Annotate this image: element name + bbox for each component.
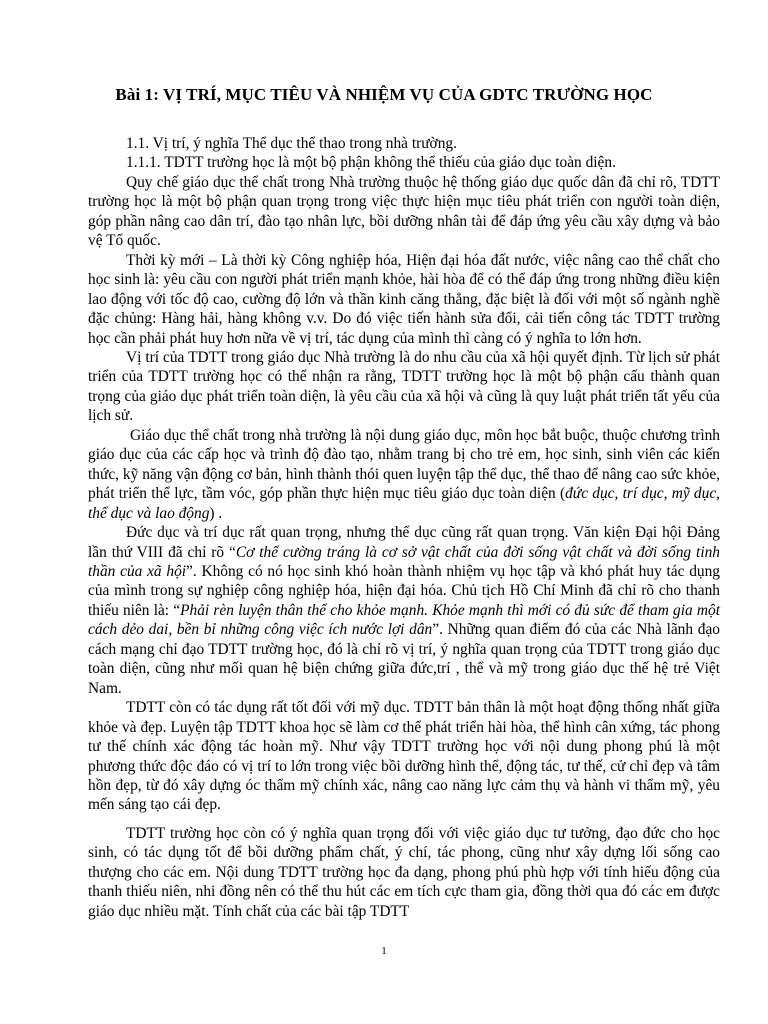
- section-heading-1-1: 1.1. Vị trí, ý nghĩa Thể dục thể thao trong nhà trường.: [126, 135, 457, 152]
- paragraph-thoi-ky-moi: Thời kỳ mới – Là thời kỳ Công nghiệp hóa, Hiện đại hóa đất nước, việc nâng cao thể chất cho học sinh là: yêu cầu con người phát triển mạnh khỏe, hài hòa để có thể đáp ứng trong những điều kiện lao động với tốc độ cao, cường độ lớn và thần kinh căng thẳng, đặc biệt là đối với một số ngành nghề đặc chủng: Hàng hải, hàng không v.v. Do đó việc tiến hành sửa đổi, cải tiến công tác TDTT trường học cần phải phát huy hơn nữa về vị trí, tác dụng của mình thì càng có ý nghĩa to lớn hơn.: [88, 251, 720, 347]
- paragraph-text: ”. Không có nó học sinh khó hoàn thành nhiệm vụ học tập và khó phát huy tác dụng của mình trong sự nghiệp công nghiệp hóa, hiện đại hóa. Chủ tịch Hồ Chí Minh đã chỉ rõ cho thanh thiếu niên là: “: [88, 562, 720, 619]
- paragraph-giao-duc-tu-tuong: TDTT trường học còn có ý nghĩa quan trọng đối với việc giáo dục tư tưởng, đạo đức cho học sinh, có tác dụng tốt để bồi dưỡng phẩm chất, ý chí, tác phong, cũng như xây dựng lối sống cao thượng cho các em. Nội dung TDTT trường học đa dạng, phong phú phù hợp với tính hiếu động của thanh thiếu niên, nhi đồng nên có thể thu hút các em tích cực tham gia, đồng thời qua đó các em được giáo dục nhiều mặt. Tính chất của các bài tập TDTT: [88, 824, 720, 920]
- paragraph-vi-tri-tdtt: Vị trí của TDTT trong giáo dục Nhà trường là do nhu cầu của xã hội quyết định. Từ lịch sử phát triển của TDTT trường học có thể nhận ra rằng, TDTT trường học là một bộ phận cấu thành quan trọng của giáo dục phát triển toàn diện, là yêu cầu của xã hội và cũng là quy luật phát triển tất yếu của lịch sử.: [88, 348, 720, 425]
- paragraph-italic-text: đức dục, trí dục, mỹ dục, thể dục và lao động: [88, 485, 721, 522]
- quote-ho-chi-minh: Phải rèn luyện thân thể cho khỏe mạnh. Khỏe mạnh thì mới có đủ sức để tham gia một cách dẻo dai, bền bỉ những công việc ích nước lợi dân: [88, 601, 721, 639]
- paragraph-duc-duc-tri-duc: [88, 523, 720, 698]
- paragraph-giao-duc-the-chat: [88, 426, 720, 523]
- quote-van-kien-dai-hoi: Cơ thể cường tráng là cơ sở vật chất của đời sống vật chất và đời sống tinh thần của xã hội: [88, 543, 720, 580]
- paragraph-text: Giáo dục thể chất trong nhà trường là nội dung giáo dục, môn học bắt buộc, thuộc chương trình giáo dục của các cấp học và trình độ đào tạo, nhằm trang bị cho trẻ em, học sinh, sinh viên các kiến thức, kỹ năng vận động cơ bản, hình thành thói quen luyện tập thể dục, thể thao để nâng cao sức khỏe, phát triển thể lực, tầm vóc, góp phần thực hiện mục tiêu giáo dục toàn diện (: [88, 426, 720, 503]
- paragraph-text: ) .: [209, 504, 223, 522]
- document-title: Bài 1: VỊ TRÍ, MỤC TIÊU VÀ NHIỆM VỤ CỦA GDTC TRƯỜNG HỌC: [115, 85, 653, 104]
- paragraph-my-duc: TDTT còn có tác dụng rất tốt đối với mỹ dục. TDTT bản thân là một hoạt động thống nhất giữa khỏe và đẹp. Luyện tập TDTT khoa học sẽ làm cơ thể phát triển hài hòa, thể hình cân xứng, tác phong tư thế chính xác động tác hoàn mỹ. Như vậy TDTT trường học với nội dung phong phú là một phương thức độc đáo có vị trí to lớn trong việc bồi dưỡng hình thể, động tác, tư thế, cử chỉ đẹp và tâm hồn đẹp, từ đó xây dựng óc thẩm mỹ chính xác, nâng cao năng lực cảm thụ và hành vi thẩm mỹ, yêu mến sáng tạo cái đẹp.: [88, 699, 720, 814]
- paragraph-quy-che: Quy chế giáo dục thể chất trong Nhà trường thuộc hệ thống giáo dục quốc dân đã chỉ rõ, TDTT trường học là một bộ phận quan trọng trong việc thực hiện mục tiêu phát triển con người toàn diện, góp phần nâng cao dân trí, đào tạo nhân lực, bồi dưỡng nhân tài để đáp ứng yêu cầu xây dựng và bảo vệ Tổ quốc.: [88, 173, 720, 250]
- paragraph-text: Đức dục và trí dục rất quan trọng, nhưng thể dục cũng rất quan trọng. Văn kiện Đại hội Đảng lần thứ VIII đã chỉ rõ “: [88, 524, 720, 561]
- page-number: 1: [381, 945, 387, 957]
- section-heading-1-1-1: 1.1.1. TDTT trường học là một bộ phận không thể thiếu của giáo dục toàn diện.: [126, 154, 616, 172]
- document-body: [88, 134, 720, 921]
- paragraph-text: ”. Những quan điểm đó của các Nhà lãnh đạo cách mạng chỉ đạo TDTT trường học, đó là chỉ rõ vị trí, ý nghĩa quan trọng của TDTT trong giáo dục toàn diện, cũng như mối quan hệ biện chứng giữa đức,trí , thể và mỹ trong giáo dục thế hệ trẻ Việt Nam.: [88, 621, 720, 697]
